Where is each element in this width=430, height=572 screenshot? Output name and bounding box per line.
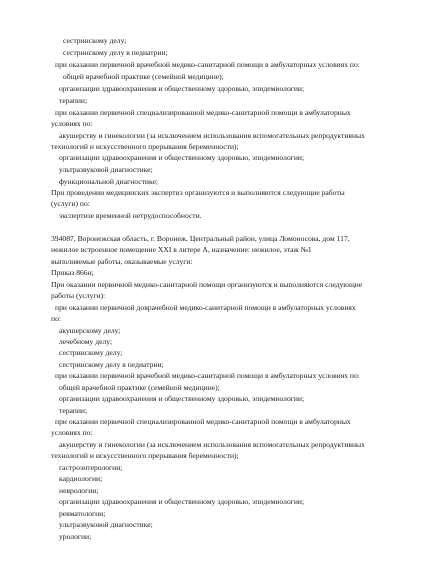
text-line: лечебному делу;	[59, 337, 113, 346]
text-line: ревматологии;	[59, 509, 106, 518]
text-line: сестринскому делу в педиатрии;	[63, 48, 168, 57]
text-line: технологий и искусственного прерывания беременности);	[51, 451, 239, 460]
text-line: сестринскому делу;	[63, 36, 127, 45]
text-line: при оказании первичной специализированной медико-санитарной помощи в амбулаторных	[55, 417, 351, 426]
text-line: организации здравоохранения и общественному здоровью, эпидемиологии;	[59, 84, 305, 93]
text-line: При проведении медицинских экспертиз организуются и выполняются следующие работы	[51, 188, 345, 197]
text-line: общей врачебной практике (семейной медицине);	[59, 383, 220, 392]
text-line: неврологии;	[59, 486, 99, 495]
text-line: функциональной диагностике;	[59, 177, 158, 186]
text-line: (услуги) по:	[51, 199, 90, 208]
text-line: общей врачебной практике (семейной медицине);	[63, 72, 224, 81]
text-line: гастроэнтерологии;	[59, 463, 123, 472]
text-line: ультразвуковой диагностике;	[59, 520, 153, 529]
text-line: кардиологии;	[59, 474, 103, 483]
text-line: экспертизе временной нетрудоспособности.	[59, 211, 202, 220]
text-line: акушерскому делу;	[59, 326, 121, 335]
text-line: организации здравоохранения и общественному здоровью, эпидемиологии;	[59, 497, 305, 506]
text-line: при оказании первичной специализированной медико-санитарной помощи в амбулаторных	[55, 108, 351, 117]
text-line: выполняемые работы, оказываемые услуги:	[51, 257, 193, 266]
text-line: урологии;	[59, 532, 92, 541]
text-line: при оказании первичной доврачебной медико-санитарной помощи в амбулаторных условиях	[55, 303, 356, 312]
text-line: При оказании первичной медико-санитарной помощи организуются и выполняются следующие	[51, 280, 363, 289]
text-line: акушерству и гинекологии (за исключением использования вспомогательных репродуктивных	[59, 440, 365, 449]
text-line: терапии;	[59, 96, 88, 105]
text-line: сестринскому делу в педиатрии;	[59, 360, 164, 369]
address-line: 394087, Воронежская область, г. Воронеж, Центральный район, улица Ломоносова, дом 117,	[51, 234, 350, 243]
text-line: при оказании первичной врачебной медико-санитарной помощи в амбулаторных условиях по:	[55, 60, 360, 69]
text-line: условиях по:	[51, 428, 93, 437]
text-line: условиях по:	[51, 119, 93, 128]
text-line: ультразвуковой диагностике;	[59, 165, 153, 174]
text-line: акушерству и гинекологии (за исключением использования вспомогательных репродуктивных	[59, 131, 365, 140]
text-line: организации здравоохранения и общественному здоровью, эпидемиологии;	[59, 394, 305, 403]
text-line: по:	[51, 314, 61, 323]
text-line: сестринскому делу;	[59, 348, 123, 357]
text-line: организации здравоохранения и общественному здоровью, эпидемиологии;	[59, 153, 305, 162]
text-line: технологий и искусственного прерывания беременности);	[51, 142, 239, 151]
text-line: работы (услуги):	[51, 291, 106, 300]
text-line: терапии;	[59, 406, 88, 415]
text-line: при оказании первичной врачебной медико-санитарной помощи в амбулаторных условиях по:	[55, 371, 360, 380]
address-line: нежилое встроенное помещение XXI в литере А, назначение: нежилое, этаж №1	[51, 245, 312, 254]
text-line: Приказ 866н;	[51, 268, 94, 277]
